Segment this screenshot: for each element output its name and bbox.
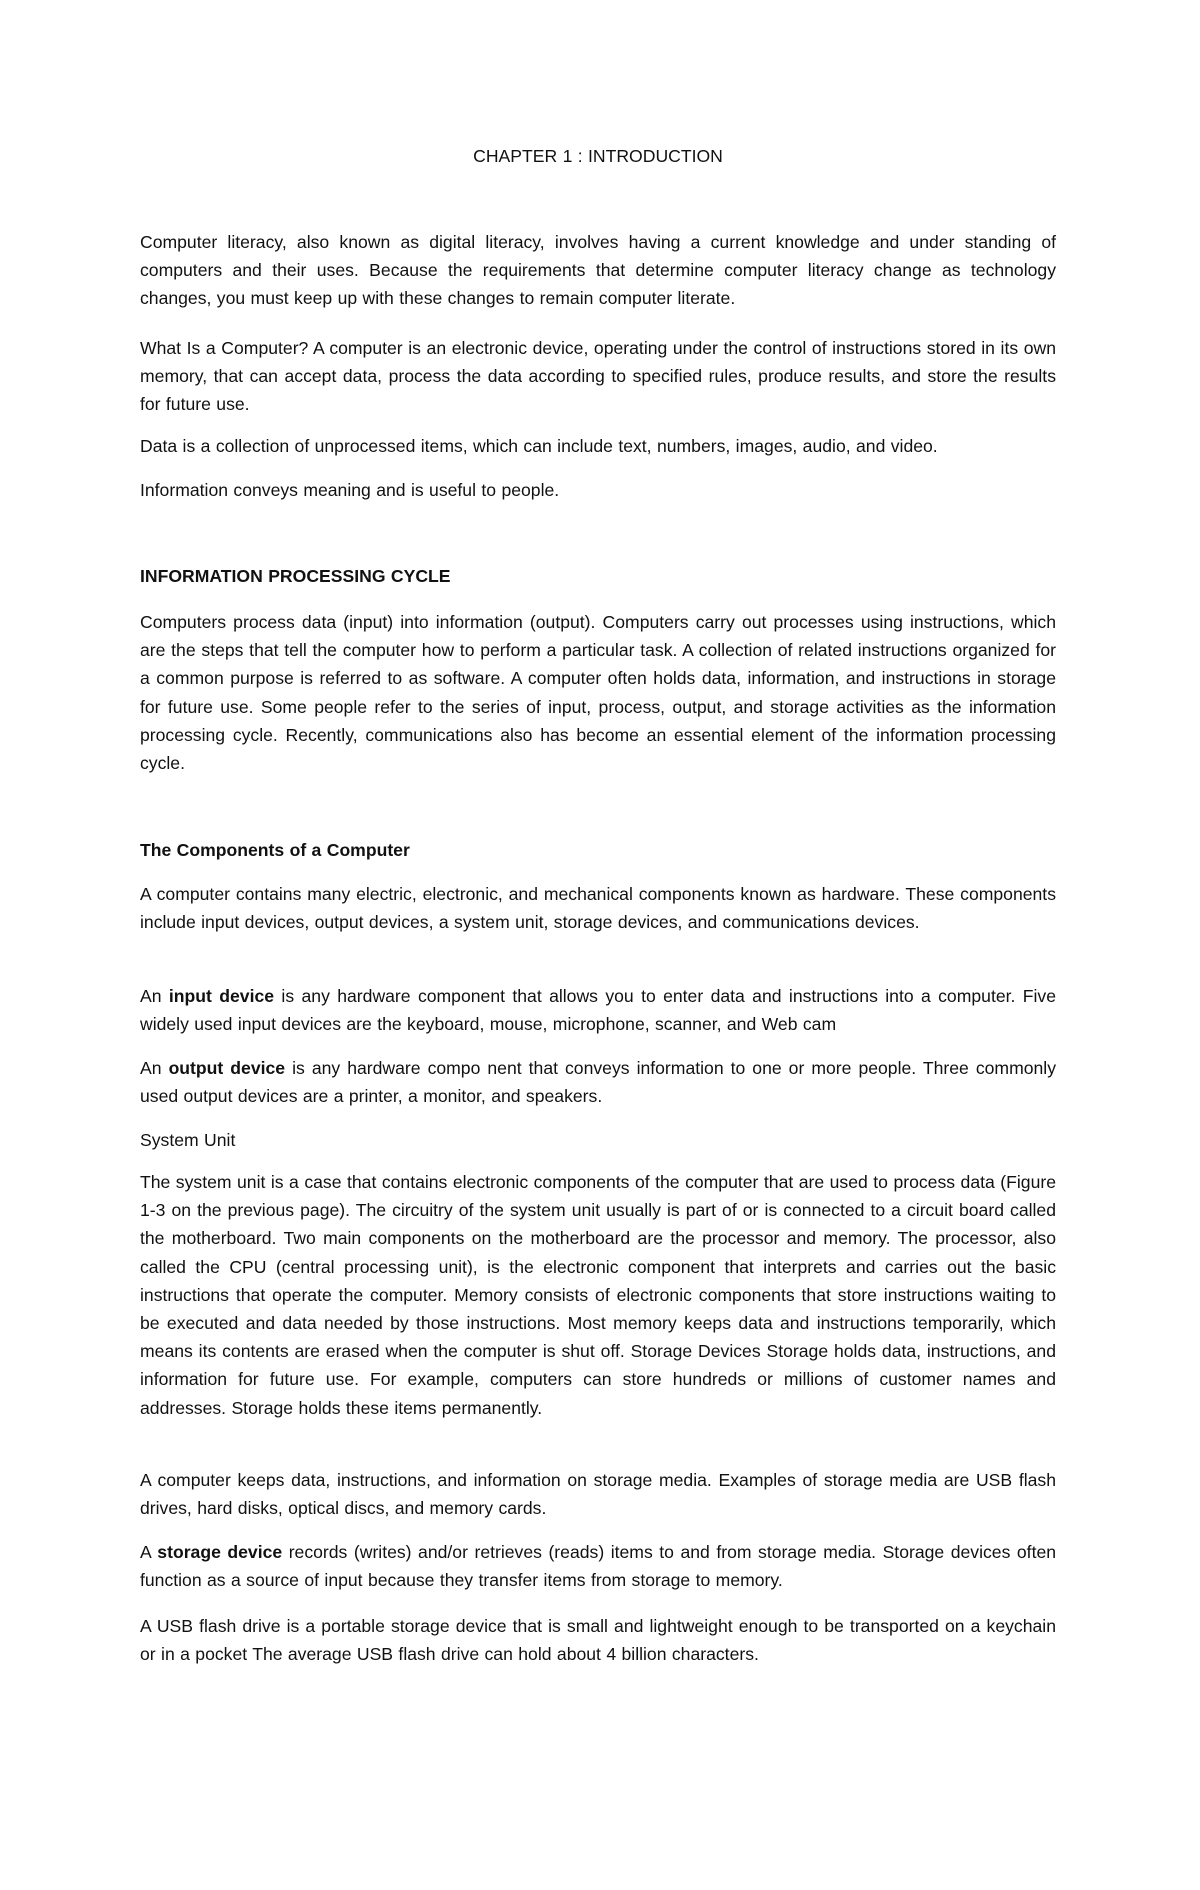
- paragraph-hardware: A computer contains many electric, electronic, and mechanical components known as hardware. These components include input devices, output devices, a system unit, storage devices, and communications devices.: [140, 884, 1056, 933]
- chapter-title: CHAPTER 1 : INTRODUCTION: [473, 146, 723, 166]
- storage-device-lead: A: [140, 1542, 151, 1562]
- output-device-term: output device: [168, 1058, 286, 1078]
- paragraph-system-unit: The system unit is a case that contains electronic components of the computer that are used to process data (Figure 1-3 on the previous page). The circuitry of the system unit usually is part of or is connected to a circuit board called the motherboard. Two main components on the motherboard are the processor and memory. The processor, also called the CPU (central processing unit), is the electronic component that interprets and carries out the basic instructions that operate the computer. Memory consists of electronic components that store instructions waiting to be executed and data needed by those instructions. Most memory keeps data and instructions temporarily, which means its contents are erased when the computer is shut off. Storage Devices Storage holds data, instructions, and information for future use. For example, computers can store hundreds or millions of customer names and addresses. Storage holds these items permanently.: [140, 1172, 1056, 1418]
- label-system-unit: System Unit: [140, 1130, 236, 1150]
- input-device-lead: An: [140, 986, 162, 1006]
- input-device-text: is any hardware component that allows you to enter data and instructions into a computer. Five widely used input devices are the keyboard, mouse, microphone, scanner, and Web cam: [140, 986, 1057, 1035]
- paragraph-storage-device: [140, 1538, 1056, 1594]
- paragraph-input-device: [140, 982, 1056, 1038]
- paragraph-information-definition: Information conveys meaning and is useful to people.: [140, 480, 560, 500]
- paragraph-output-device: [140, 1054, 1056, 1110]
- document-page: [140, 0, 1056, 1890]
- storage-device-term: storage device: [157, 1542, 283, 1562]
- paragraph-computer-literacy: Computer literacy, also known as digital literacy, involves having a current knowledge and under standing of computers and their uses. Because the requirements that determine computer literacy change as technology changes, you must keep up with these changes to remain computer literate.: [140, 232, 1056, 309]
- paragraph-usb-flash-drive: A USB flash drive is a portable storage device that is small and lightweight enough to be transported on a keychain or in a pocket The average USB flash drive can hold about 4 billion characters.: [140, 1616, 1056, 1665]
- heading-information-processing-cycle: INFORMATION PROCESSING CYCLE: [140, 566, 451, 586]
- output-device-lead: An: [140, 1058, 162, 1078]
- storage-device-text: records (writes) and/or retrieves (reads) items to and from storage media. Storage devices often function as a source of input because they transfer items from storage to memory.: [140, 1542, 1057, 1591]
- output-device-text: is any hardware compo nent that conveys information to one or more people. Three commonly used output devices are a printer, a monitor, and speakers.: [140, 1058, 1057, 1107]
- paragraph-storage-media: A computer keeps data, instructions, and information on storage media. Examples of storage media are USB flash drives, hard disks, optical discs, and memory cards.: [140, 1470, 1056, 1519]
- paragraph-data-definition: Data is a collection of unprocessed items, which can include text, numbers, images, audio, and video.: [140, 436, 938, 456]
- input-device-term: input device: [168, 986, 275, 1006]
- paragraph-information-processing-cycle: Computers process data (input) into information (output). Computers carry out processes using instructions, which are the steps that tell the computer how to perform a particular task. A collection of related instructions organized for a common purpose is referred to as software. A computer often holds data, information, and instructions in storage for future use. Some people refer to the series of input, process, output, and storage activities as the information processing cycle. Recently, communications also has become an essential element of the information processing cycle.: [140, 612, 1056, 774]
- paragraph-what-is-a-computer: What Is a Computer? A computer is an electronic device, operating under the control of instructions stored in its own memory, that can accept data, process the data according to specified rules, produce results, and store the results for future use.: [140, 338, 1056, 415]
- heading-components-of-a-computer: The Components of a Computer: [140, 840, 410, 860]
